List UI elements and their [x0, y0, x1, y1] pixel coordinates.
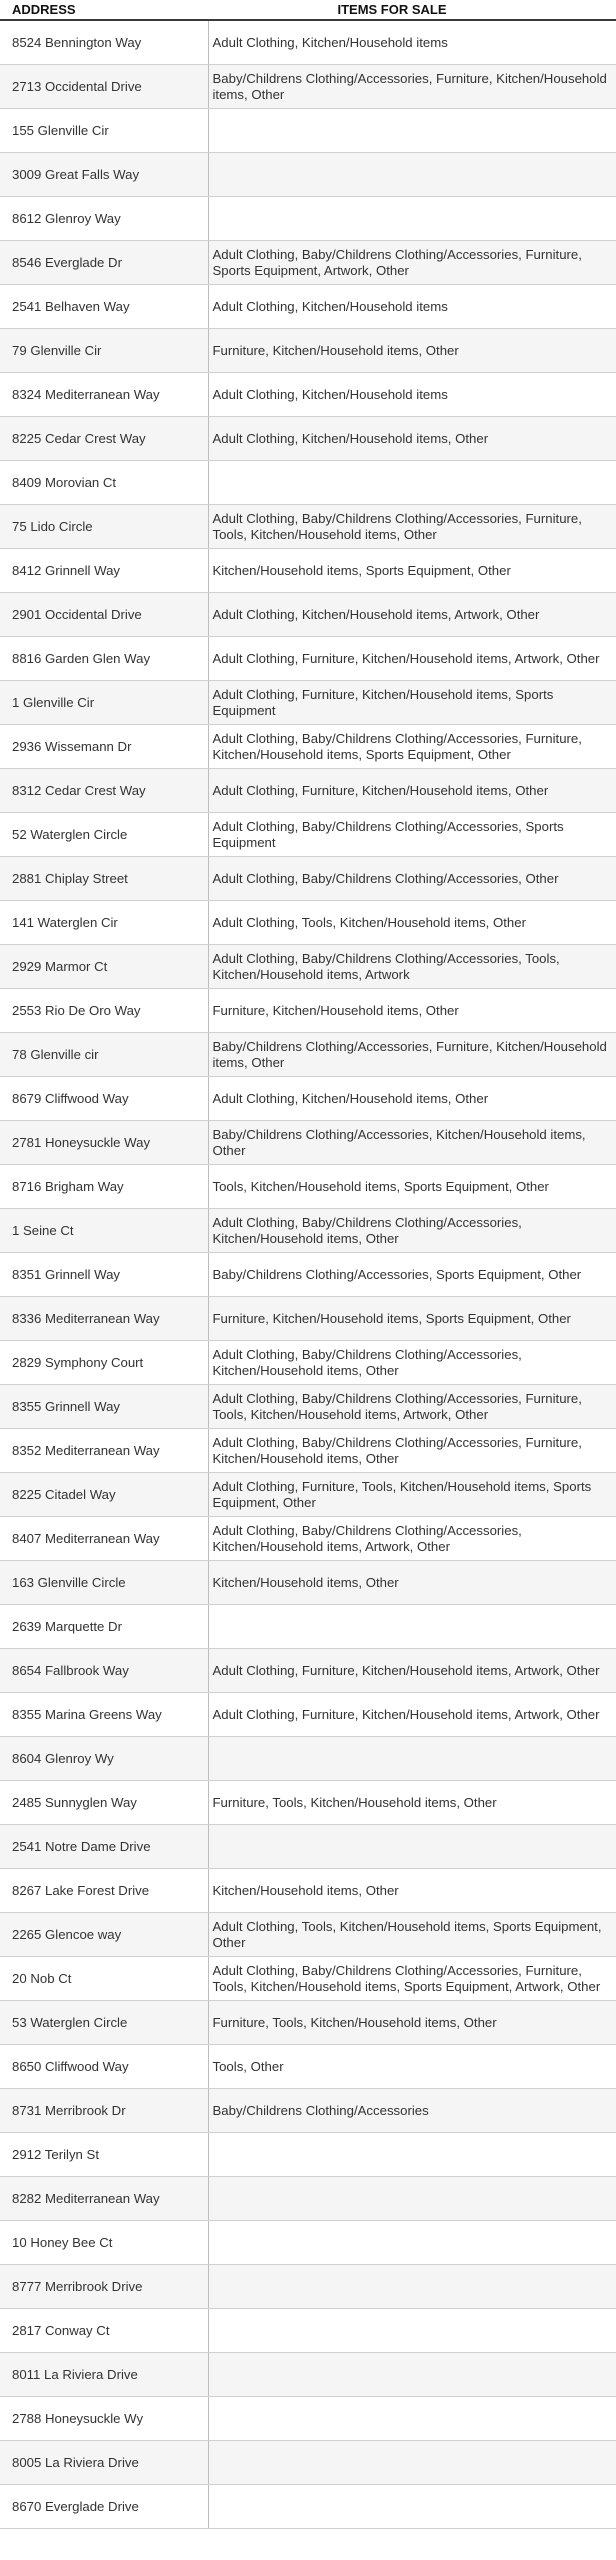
items-cell[interactable] — [208, 2265, 616, 2309]
table-row[interactable] — [0, 857, 616, 901]
items-cell[interactable]: Adult Clothing, Kitchen/Household items — [208, 285, 616, 329]
table-row[interactable] — [0, 725, 616, 769]
table-row[interactable] — [0, 1957, 616, 2001]
items-cell[interactable] — [208, 2397, 616, 2441]
table-row[interactable] — [0, 21, 616, 65]
table-row[interactable] — [0, 1561, 616, 1605]
table-row[interactable] — [0, 2133, 616, 2177]
table-row[interactable] — [0, 1517, 616, 1561]
items-cell[interactable] — [208, 461, 616, 505]
table-row[interactable] — [0, 1297, 616, 1341]
address-cell[interactable]: 8407 Mediterranean Way — [0, 1517, 208, 1561]
items-cell[interactable]: Baby/Childrens Clothing/Accessories, Furniture, Kitchen/Household items, Other — [208, 1033, 616, 1077]
address-cell[interactable]: 8816 Garden Glen Way — [0, 637, 208, 681]
address-cell[interactable]: 8650 Cliffwood Way — [0, 2045, 208, 2089]
address-cell[interactable]: 8336 Mediterranean Way — [0, 1297, 208, 1341]
table-row[interactable] — [0, 1253, 616, 1297]
items-cell[interactable] — [208, 2221, 616, 2265]
table-row[interactable] — [0, 1605, 616, 1649]
listings-table — [0, 21, 616, 2529]
address-cell[interactable]: 8412 Grinnell Way — [0, 549, 208, 593]
table-row[interactable] — [0, 1473, 616, 1517]
address-cell[interactable]: 52 Waterglen Circle — [0, 813, 208, 857]
table-row[interactable] — [0, 109, 616, 153]
table-row[interactable] — [0, 593, 616, 637]
address-cell[interactable]: 2936 Wissemann Dr — [0, 725, 208, 769]
address-cell[interactable]: 8355 Marina Greens Way — [0, 1693, 208, 1737]
items-cell[interactable]: Adult Clothing, Baby/Childrens Clothing/Accessories, Furniture, Sports Equipment, Artwork, Other — [208, 241, 616, 285]
table-row[interactable] — [0, 241, 616, 285]
address-cell[interactable]: 2929 Marmor Ct — [0, 945, 208, 989]
items-cell[interactable]: Furniture, Kitchen/Household items, Other — [208, 989, 616, 1033]
items-cell[interactable]: Kitchen/Household items, Other — [208, 1869, 616, 1913]
table-row[interactable] — [0, 2353, 616, 2397]
address-cell[interactable]: 8546 Everglade Dr — [0, 241, 208, 285]
table-row[interactable] — [0, 329, 616, 373]
address-cell[interactable]: 8351 Grinnell Way — [0, 1253, 208, 1297]
address-cell[interactable]: 8225 Citadel Way — [0, 1473, 208, 1517]
address-cell[interactable]: 2912 Terilyn St — [0, 2133, 208, 2177]
address-cell[interactable]: 8355 Grinnell Way — [0, 1385, 208, 1429]
items-cell[interactable]: Adult Clothing, Baby/Childrens Clothing/Accessories, Tools, Kitchen/Household items, Artwork — [208, 945, 616, 989]
items-cell[interactable]: Adult Clothing, Baby/Childrens Clothing/Accessories, Furniture, Tools, Kitchen/Household items, Sports Equipment, Artwork, Other — [208, 1957, 616, 2001]
table-row[interactable] — [0, 2177, 616, 2221]
items-cell[interactable]: Kitchen/Household items, Sports Equipment, Other — [208, 549, 616, 593]
items-cell[interactable]: Adult Clothing, Kitchen/Household items — [208, 373, 616, 417]
address-cell[interactable]: 8005 La Riviera Drive — [0, 2441, 208, 2485]
table-row[interactable] — [0, 1077, 616, 1121]
address-cell[interactable]: 79 Glenville Cir — [0, 329, 208, 373]
items-cell[interactable]: Adult Clothing, Baby/Childrens Clothing/Accessories, Kitchen/Household items, Other — [208, 1341, 616, 1385]
address-cell[interactable]: 8282 Mediterranean Way — [0, 2177, 208, 2221]
address-cell[interactable]: 1 Seine Ct — [0, 1209, 208, 1253]
address-cell[interactable]: 2541 Notre Dame Drive — [0, 1825, 208, 1869]
address-cell[interactable]: 78 Glenville cir — [0, 1033, 208, 1077]
address-cell[interactable]: 8731 Merribrook Dr — [0, 2089, 208, 2133]
address-cell[interactable]: 8777 Merribrook Drive — [0, 2265, 208, 2309]
table-body — [0, 21, 616, 2529]
address-cell[interactable]: 8716 Brigham Way — [0, 1165, 208, 1209]
table-row[interactable] — [0, 945, 616, 989]
address-cell[interactable]: 8352 Mediterranean Way — [0, 1429, 208, 1473]
table-row[interactable] — [0, 769, 616, 813]
table-row[interactable] — [0, 637, 616, 681]
address-cell[interactable]: 8324 Mediterranean Way — [0, 373, 208, 417]
address-cell[interactable]: 2485 Sunnyglen Way — [0, 1781, 208, 1825]
address-cell[interactable]: 2901 Occidental Drive — [0, 593, 208, 637]
items-cell[interactable] — [208, 1737, 616, 1781]
items-cell[interactable]: Baby/Childrens Clothing/Accessories, Sports Equipment, Other — [208, 1253, 616, 1297]
table-row[interactable] — [0, 1429, 616, 1473]
address-cell[interactable]: 2881 Chiplay Street — [0, 857, 208, 901]
items-cell[interactable] — [208, 2309, 616, 2353]
address-cell[interactable]: 163 Glenville Circle — [0, 1561, 208, 1605]
table-row[interactable] — [0, 2045, 616, 2089]
table-row[interactable] — [0, 1649, 616, 1693]
table-row[interactable] — [0, 1737, 616, 1781]
table-row[interactable] — [0, 1341, 616, 1385]
items-cell[interactable]: Tools, Kitchen/Household items, Sports Equipment, Other — [208, 1165, 616, 1209]
column-header-address[interactable]: ADDRESS — [12, 2, 76, 17]
table-row[interactable] — [0, 1165, 616, 1209]
items-cell[interactable] — [208, 109, 616, 153]
items-cell[interactable] — [208, 153, 616, 197]
items-cell[interactable]: Adult Clothing, Kitchen/Household items, Other — [208, 417, 616, 461]
items-cell[interactable]: Baby/Childrens Clothing/Accessories, Kitchen/Household items, Other — [208, 1121, 616, 1165]
items-cell[interactable]: Furniture, Kitchen/Household items, Sports Equipment, Other — [208, 1297, 616, 1341]
items-cell[interactable]: Adult Clothing, Furniture, Kitchen/Household items, Artwork, Other — [208, 1693, 616, 1737]
items-cell[interactable]: Tools, Other — [208, 2045, 616, 2089]
table-row[interactable] — [0, 681, 616, 725]
address-cell[interactable]: 8267 Lake Forest Drive — [0, 1869, 208, 1913]
table-row[interactable] — [0, 417, 616, 461]
address-cell[interactable]: 155 Glenville Cir — [0, 109, 208, 153]
table-row[interactable] — [0, 813, 616, 857]
items-cell[interactable]: Adult Clothing, Baby/Childrens Clothing/Accessories, Sports Equipment — [208, 813, 616, 857]
address-cell[interactable]: 75 Lido Circle — [0, 505, 208, 549]
address-cell[interactable]: 10 Honey Bee Ct — [0, 2221, 208, 2265]
address-cell[interactable]: 2639 Marquette Dr — [0, 1605, 208, 1649]
items-cell[interactable]: Baby/Childrens Clothing/Accessories, Furniture, Kitchen/Household items, Other — [208, 65, 616, 109]
items-cell[interactable]: Kitchen/Household items, Other — [208, 1561, 616, 1605]
items-cell[interactable]: Adult Clothing, Kitchen/Household items, Artwork, Other — [208, 593, 616, 637]
table-row[interactable] — [0, 1693, 616, 1737]
address-cell[interactable]: 2553 Rio De Oro Way — [0, 989, 208, 1033]
table-row[interactable] — [0, 2397, 616, 2441]
address-cell[interactable]: 8011 La Riviera Drive — [0, 2353, 208, 2397]
table-row[interactable] — [0, 2221, 616, 2265]
items-cell[interactable]: Furniture, Tools, Kitchen/Household items, Other — [208, 1781, 616, 1825]
items-cell[interactable]: Adult Clothing, Baby/Childrens Clothing/Accessories, Kitchen/Household items, Artwork, Other — [208, 1517, 616, 1561]
table-row[interactable] — [0, 505, 616, 549]
items-cell[interactable]: Adult Clothing, Baby/Childrens Clothing/Accessories, Furniture, Tools, Kitchen/Household items, Other — [208, 505, 616, 549]
items-cell[interactable]: Adult Clothing, Baby/Childrens Clothing/Accessories, Furniture, Kitchen/Household items, Sports Equipment, Other — [208, 725, 616, 769]
table-row[interactable] — [0, 2089, 616, 2133]
items-cell[interactable]: Adult Clothing, Baby/Childrens Clothing/Accessories, Kitchen/Household items, Other — [208, 1209, 616, 1253]
address-cell[interactable]: 2829 Symphony Court — [0, 1341, 208, 1385]
table-row[interactable] — [0, 153, 616, 197]
items-cell[interactable]: Adult Clothing, Tools, Kitchen/Household items, Sports Equipment, Other — [208, 1913, 616, 1957]
address-cell[interactable]: 2713 Occidental Drive — [0, 65, 208, 109]
address-cell[interactable]: 20 Nob Ct — [0, 1957, 208, 2001]
table-row[interactable] — [0, 2001, 616, 2045]
address-cell[interactable]: 1 Glenville Cir — [0, 681, 208, 725]
address-cell[interactable]: 2781 Honeysuckle Way — [0, 1121, 208, 1165]
items-cell[interactable]: Adult Clothing, Kitchen/Household items — [208, 21, 616, 65]
items-cell[interactable]: Adult Clothing, Baby/Childrens Clothing/Accessories, Other — [208, 857, 616, 901]
items-cell[interactable]: Adult Clothing, Tools, Kitchen/Household items, Other — [208, 901, 616, 945]
items-cell[interactable] — [208, 197, 616, 241]
table-row[interactable] — [0, 1913, 616, 1957]
address-cell[interactable]: 53 Waterglen Circle — [0, 2001, 208, 2045]
table-row[interactable] — [0, 1209, 616, 1253]
table-header — [0, 0, 616, 21]
table-row[interactable] — [0, 1869, 616, 1913]
table-row[interactable] — [0, 65, 616, 109]
table-row[interactable] — [0, 2441, 616, 2485]
table-row[interactable] — [0, 2485, 616, 2529]
address-cell[interactable]: 141 Waterglen Cir — [0, 901, 208, 945]
items-cell[interactable]: Adult Clothing, Baby/Childrens Clothing/Accessories, Furniture, Tools, Kitchen/Household items, Artwork, Other — [208, 1385, 616, 1429]
table-row[interactable] — [0, 1781, 616, 1825]
table-row[interactable] — [0, 1121, 616, 1165]
table-row[interactable] — [0, 461, 616, 505]
items-cell[interactable] — [208, 1825, 616, 1869]
table-row[interactable] — [0, 373, 616, 417]
table-row[interactable] — [0, 1385, 616, 1429]
table-row[interactable] — [0, 989, 616, 1033]
address-cell[interactable]: 8670 Everglade Drive — [0, 2485, 208, 2529]
items-cell[interactable]: Adult Clothing, Furniture, Tools, Kitchen/Household items, Sports Equipment, Other — [208, 1473, 616, 1517]
address-cell[interactable]: 8604 Glenroy Wy — [0, 1737, 208, 1781]
items-cell[interactable] — [208, 2441, 616, 2485]
table-row[interactable] — [0, 197, 616, 241]
address-cell[interactable]: 2541 Belhaven Way — [0, 285, 208, 329]
column-header-items[interactable]: ITEMS FOR SALE — [337, 2, 447, 17]
items-cell[interactable]: Baby/Childrens Clothing/Accessories — [208, 2089, 616, 2133]
items-cell[interactable]: Adult Clothing, Furniture, Kitchen/Household items, Artwork, Other — [208, 1649, 616, 1693]
items-cell[interactable]: Adult Clothing, Baby/Childrens Clothing/Accessories, Furniture, Kitchen/Household items, Other — [208, 1429, 616, 1473]
items-cell[interactable]: Furniture, Tools, Kitchen/Household items, Other — [208, 2001, 616, 2045]
items-cell[interactable] — [208, 2353, 616, 2397]
items-cell[interactable]: Furniture, Kitchen/Household items, Other — [208, 329, 616, 373]
address-cell[interactable]: 2265 Glencoe way — [0, 1913, 208, 1957]
table-row[interactable] — [0, 2265, 616, 2309]
items-cell[interactable]: Adult Clothing, Furniture, Kitchen/Household items, Artwork, Other — [208, 637, 616, 681]
items-cell[interactable]: Adult Clothing, Furniture, Kitchen/Household items, Sports Equipment — [208, 681, 616, 725]
items-cell[interactable] — [208, 2133, 616, 2177]
address-cell[interactable]: 8225 Cedar Crest Way — [0, 417, 208, 461]
table-row[interactable] — [0, 549, 616, 593]
address-cell[interactable]: 8312 Cedar Crest Way — [0, 769, 208, 813]
table-row[interactable] — [0, 901, 616, 945]
address-cell[interactable]: 8409 Morovian Ct — [0, 461, 208, 505]
address-cell[interactable]: 8612 Glenroy Way — [0, 197, 208, 241]
items-cell[interactable] — [208, 2485, 616, 2529]
address-cell[interactable]: 8524 Bennington Way — [0, 21, 208, 65]
table-row[interactable] — [0, 2309, 616, 2353]
address-cell[interactable]: 3009 Great Falls Way — [0, 153, 208, 197]
table-row[interactable] — [0, 1033, 616, 1077]
items-cell[interactable]: Adult Clothing, Kitchen/Household items, Other — [208, 1077, 616, 1121]
table-row[interactable] — [0, 285, 616, 329]
address-cell[interactable]: 8679 Cliffwood Way — [0, 1077, 208, 1121]
address-cell[interactable]: 2817 Conway Ct — [0, 2309, 208, 2353]
items-cell[interactable] — [208, 2177, 616, 2221]
address-cell[interactable]: 2788 Honeysuckle Wy — [0, 2397, 208, 2441]
items-cell[interactable] — [208, 1605, 616, 1649]
address-cell[interactable]: 8654 Fallbrook Way — [0, 1649, 208, 1693]
table-row[interactable] — [0, 1825, 616, 1869]
items-cell[interactable]: Adult Clothing, Furniture, Kitchen/Household items, Other — [208, 769, 616, 813]
